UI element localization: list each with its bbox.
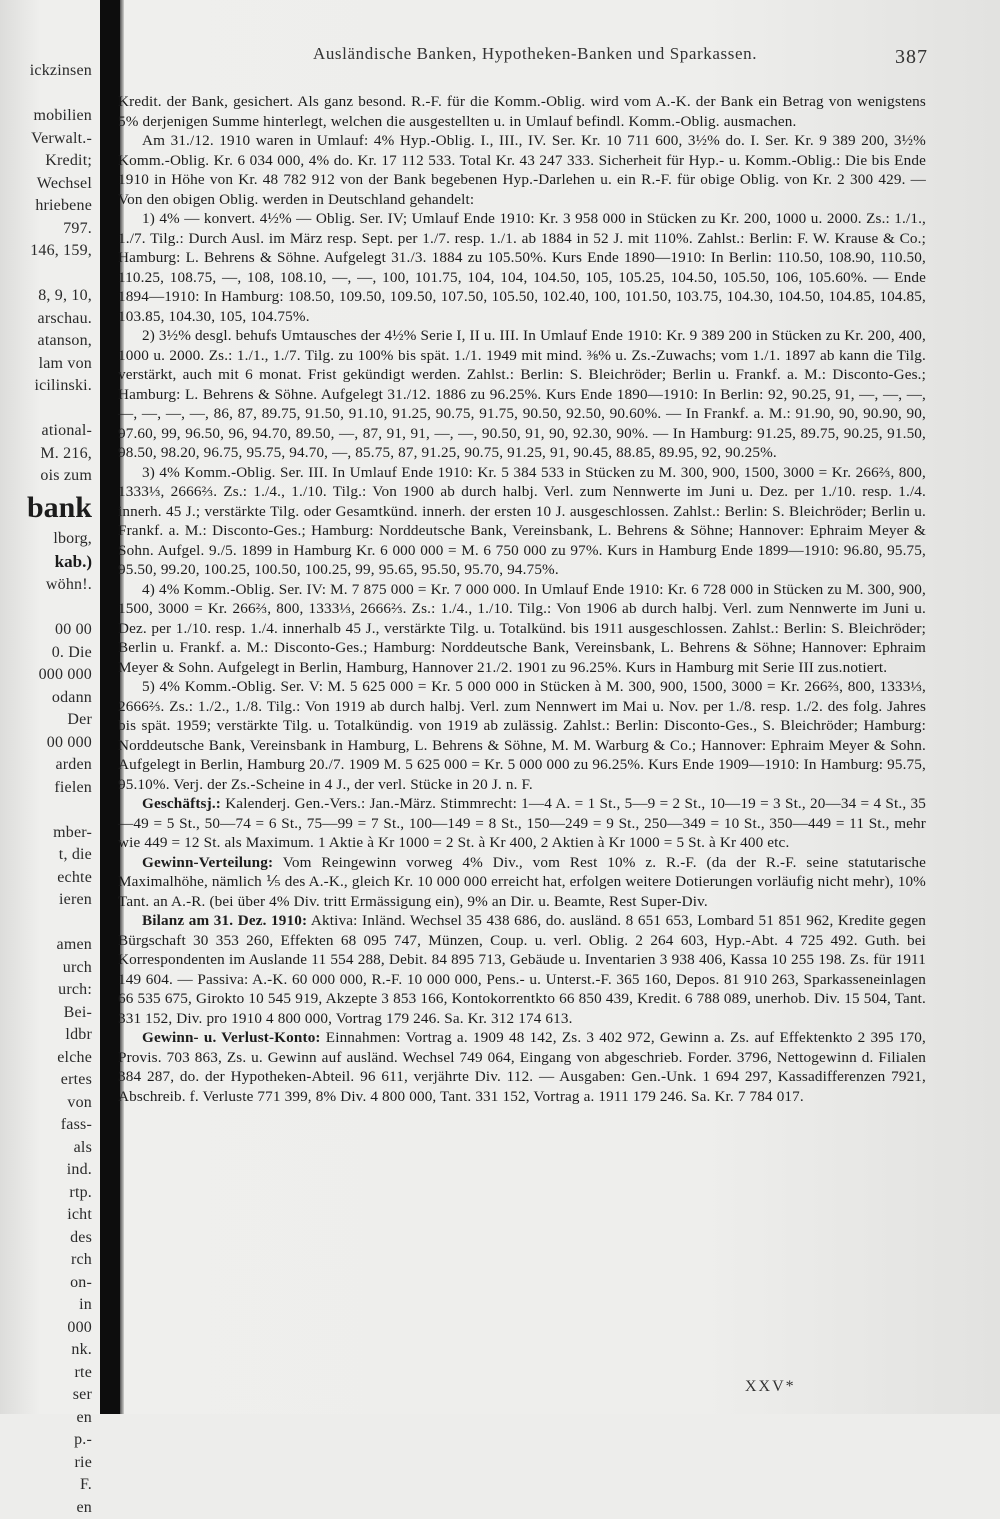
paragraph-text: 3) 4% Komm.-Oblig. Ser. III. In Umlauf Ende 1910: Kr. 5 384 533 in Stücken zu M. 300, 900, 1500, 3000 = Kr. 266⅔, 800, 1333⅓, 2666⅔. Zs.: 1./4., 1./10. Tilg.: Von 1900 ab durch halbj. Verl. zum Nennwerte im Juni u. Dez. per 1./10. resp. 1./4. innerh. 45 J.; verstärkte Tilg. oder Gesamtkünd. innerh. der ersten 10 J. ausgeschlossen. Zahlst.: Berlin: S. Bleichröder; Berlin u. Frankf. a. M.: Disconto-Ges.; Hamburg: Norddeutsche Bank, Vereinsbank, L. Behrens & Söhne; Hannover: Ephraim Meyer & Sohn. Aufgel. 9./5. 1899 in Hamburg Kr. 6 000 000 = M. 6 750 000 zu 97%. Kurs in Hamburg Ende 1899—1910: 96.80, 95.75, 95.50, 99.20, 100.25, 100.50, 100.25, 99, 95.65, 95.50, 95.70, 94.75%. [118,464,926,579]
margin-fragment-line: p.- [0,1429,92,1452]
paragraph-text: Vom Reingewinn vorweg 4% Div., vom Rest 10% z. R.-F. (da der R.-F. seine statutarische Maximalhöhe, nämlich ⅕ des A.-K., gleich Kr. 10 000 000 erreicht hat, erfolgen weitere Dotierungen vorläufig nicht mehr), 10% Tant. an A.-R. (bei über 4% Div. tritt Ermässigung ein), 9% an Dir. u. Beamte, Rest Super-Div. [118,854,926,910]
margin-fragment-line: urch: [0,979,92,1002]
margin-fragment-line: 00 00 [0,619,92,642]
margin-fragment-line: odann [0,687,92,710]
margin-fragment-line: icht [0,1204,92,1227]
margin-fragment-line: Verwalt.- [0,128,92,151]
margin-fragment-line: rte [0,1362,92,1385]
paragraph-label: Bilanz am 31. Dez. 1910: [142,912,307,929]
margin-fragment-line: von [0,1092,92,1115]
margin-fragment-line: 0. Die [0,642,92,665]
margin-fragment-line: ational- [0,420,92,443]
margin-fragment-line: rie [0,1452,92,1475]
margin-fragment-line: ldbr [0,1024,92,1047]
body-paragraph [118,1028,926,1106]
margin-fragment-line [0,799,92,822]
margin-fragment-line [0,398,92,421]
paragraph-text: Einnahmen: Vortrag a. 1909 48 142, Zs. 3 402 972, Gewinn a. Zs. auf Effektenkto 2 395 170, Provis. 703 863, Zs. u. Gewinn auf ausländ. Wechsel 749 064, Eingang von abgeschrieb. Forder. 3796, Nettogewinn d. Filialen 384 287, do. der Hypotheken-Abteil. 96 611, verjährte Div. 112. — Ausgaben: Gen.-Unk. 1 694 297, Kassadifferenzen 7921, Abschreib. f. Verluste 771 399, 8% Div. 4 800 000, Tant. 331 152, Vortrag a. 1911 179 246. Sa. Kr. 7 784 017. [118,1029,926,1105]
paragraph-text: 4) 4% Komm.-Oblig. Ser. IV: M. 7 875 000 = Kr. 7 000 000. In Umlauf Ende 1910: Kr. 6 728 000 in Stücken zu M. 300, 900, 1500, 3000 = Kr. 266⅔, 800, 1333⅓, 2666⅔. Zs.: 1./4., 1./10. Tilg.: Von 1906 ab durch halbj. Verl. zum Nennwerte im Juni u. Dez. per 1./10. resp. 1./4. innerhalb 45 J., verstärkte Tilg. u. Totalkünd. bis 1911 ausgeschlossen. Zahlst.: Berlin: S. Bleichröder; Berlin u. Frankf. a. M.: Disconto-Ges.; Hamburg: Norddeutsche Bank, Vereinsbank, L. Behrens & Söhne; Hannover: Ephraim Meyer & Sohn. Aufgelegt in Berlin, Hamburg, Hannover 21./2. 1901 zu 96.25%. Kurs in Hamburg mit Serie III zus.notiert. [118,581,926,676]
left-margin-fragment [0,60,92,1380]
margin-fragment-line: mber- [0,822,92,845]
paragraph-text: 1) 4% — konvert. 4½% — Oblig. Ser. IV; Umlauf Ende 1910: Kr. 3 958 000 in Stücken zu Kr. 200, 1000 u. 2000. Zs.: 1./1., 1./7. Tilg.: Durch Ausl. im März resp. Sept. per 1./7. resp. 1./1. ab 1884 in 52 J. mit 110%. Zahlst.: Berlin: F. W. Krause & Co.; Hamburg: L. Behrens & Söhne. Aufgelegt 31./3. 1884 zu 105.50%. Kurs Ende 1890—1910: In Berlin: 110.50, 108.90, 110.50, 110.25, 108.75, —, 108, 108.10, —, —, 100, 101.75, 104, 104, 104.50, 105, 105.25, 104.50, 105.50, 106, 105.60%. — Ende 1894—1910: In Hamburg: 108.50, 109.50, 109.50, 107.50, 105.50, 102.40, 100, 101.50, 103.75, 104.30, 104.50, 104.85, 104.85, 103.85, 104.30, 105, 104.75%. [118,210,926,325]
margin-fragment-line: Wechsel [0,173,92,196]
margin-fragment-line: als [0,1137,92,1160]
margin-fragment-line [0,912,92,935]
margin-fragment-line: nk. [0,1339,92,1362]
body-paragraph [118,463,926,580]
paragraph-text: Kalenderj. Gen.-Vers.: Jan.-März. Stimmrecht: 1—4 A. = 1 St., 5—9 = 2 St., 10—19 = 3 St., 20—34 = 4 St., 35—49 = 5 St., 50—74 = 6 St., 75—99 = 7 St., 100—149 = 8 St., 150—249 = 9 St., 250—349 = 10 St., 350—449 = 11 St., mehr wie 449 = 12 St. als Maximum. 1 Aktie à Kr 1000 = 2 St. à Kr 400, 2 Aktien à Kr 1000 = 5 St. à Kr 400 etc. [118,795,926,851]
margin-fragment-line: elche [0,1047,92,1070]
body-paragraph [118,131,926,209]
margin-fragment-line: ertes [0,1069,92,1092]
body-paragraph [118,326,926,463]
margin-fragment-line: urch [0,957,92,980]
margin-fragment-line: rtp. [0,1182,92,1205]
body-paragraph [118,92,926,131]
margin-fragment-line: lborg, [0,528,92,551]
margin-fragment-line: 797. [0,218,92,241]
margin-fragment-line: ind. [0,1159,92,1182]
margin-fragment-line: en [0,1497,92,1519]
binding-gutter [100,0,120,1414]
body-paragraph [118,853,926,912]
margin-fragment-line: amen [0,934,92,957]
margin-fragment-heading: bank [0,488,92,528]
margin-fragment-line: icilinski. [0,375,92,398]
margin-fragment-subheading: kab.) [0,550,92,574]
margin-fragment-line: 8, 9, 10, [0,285,92,308]
body-paragraph [118,580,926,678]
body-paragraph [118,209,926,326]
margin-fragment-line: F. [0,1474,92,1497]
margin-fragment-line: ieren [0,889,92,912]
paragraph-text: Kredit. der Bank, gesichert. Als ganz besond. R.-F. für die Komm.-Oblig. wird vom A.-K. der Bank ein Betrag von wenigstens 5% derjenigen Summe hinterlegt, welchen die ausgestellten u. in Umlauf befindl. Komm.-Oblig. ausmachen. [118,93,926,130]
signature-mark: XXV* [745,1378,796,1396]
margin-fragment-line: Bei- [0,1002,92,1025]
paragraph-text: 5) 4% Komm.-Oblig. Ser. V: M. 5 625 000 = Kr. 5 000 000 in Stücken à M. 300, 900, 1500, 3000 = Kr. 266⅔, 800, 1333⅓, 2666⅔. Zs.: 1./2., 1./8. Tilg.: Von 1919 ab durch halbj. Verl. zum Nennwert im Mai u. Nov. per 1./8. resp. 1./2. des folg. Jahres bis spät. 1959; verstärkte Tilg. u. Totalkündig. von 1919 ab zulässig. Zahlst.: Berlin: Disconto-Ges., S. Bleichröder; Hamburg: Norddeutsche Bank, Vereinsbank in Hamburg, L. Behrens & Söhne, M. M. Warburg & Co.; Hannover: Ephraim Meyer & Sohn. Aufgelegt in Berlin, Hamburg 20./7. 1909 M. 5 625 000 = Kr. 5 000 000 zu 96.25%. Kurs Ende 1909—1910: In Hamburg: 95.75, 95.10%. Verj. der Zs.-Scheine in 4 J., der verl. Stücke in 20 J. n. F. [118,678,926,793]
running-head: Ausländische Banken, Hypotheken-Banken und Sparkassen. [270,44,800,64]
body-paragraph [118,794,926,853]
margin-fragment-line: mobilien [0,105,92,128]
margin-fragment-line: 000 000 [0,664,92,687]
paragraph-label: Gewinn-Verteilung: [142,854,273,871]
margin-fragment-line: in [0,1294,92,1317]
margin-fragment-line [0,263,92,286]
page-number: 387 [895,46,928,69]
margin-fragment-line: Kredit; [0,150,92,173]
margin-fragment-line: lam von [0,353,92,376]
margin-fragment-line: des [0,1227,92,1250]
paragraph-text: Aktiva: Inländ. Wechsel 35 438 686, do. ausländ. 8 651 653, Lombard 51 851 962, Kredite gegen Bürgschaft 30 353 260, Effekten 68 095 747, Münzen, Coup. u. verl. Oblig. 2 264 603, Hyp.-Abt. 4 725 492. Guth. bei Korrespondenten im Auslande 11 554 288, Debit. 84 895 713, Gebäude u. Inventarien 3 938 406, Kassa 10 255 198. Zs. für 1911 149 604. — Passiva: A.-K. 60 000 000, R.-F. 10 000 000, Pens.- u. Unterst.-F. 365 160, Depos. 81 910 263, Sparkasseneinlagen 66 535 675, Girokto 10 545 919, Akzepte 3 853 166, Kontokorrentkto 66 850 439, Kredit. 6 788 089, unerhob. Div. 15 504, Tant. 331 152, Div. pro 1910 4 800 000, Vortrag 179 246. Sa. Kr. 312 174 613. [118,912,926,1027]
margin-fragment-line [0,83,92,106]
body-paragraph [118,677,926,794]
margin-fragment-line: wöhn!. [0,574,92,597]
paragraph-label: Gewinn- u. Verlust-Konto: [142,1029,321,1046]
margin-fragment-line: ickzinsen [0,60,92,83]
page-body [118,92,926,1106]
margin-fragment-line: 00 000 [0,732,92,755]
margin-fragment-line [0,597,92,620]
margin-fragment-line: arschau. [0,308,92,331]
margin-fragment-line: en [0,1407,92,1430]
margin-fragment-line: 146, 159, [0,240,92,263]
paragraph-text: Am 31./12. 1910 waren in Umlauf: 4% Hyp.-Oblig. I., III., IV. Ser. Kr. 10 711 600, 3½% do. I. Ser. Kr. 9 389 200, 3½% Komm.-Oblig. Kr. 6 034 000, 4% do. Kr. 17 112 533. Total Kr. 43 247 333. Sicherheit für Hyp.- u. Komm.-Oblig.: Die bis Ende 1910 in Höhe von Kr. 48 782 912 von der Bank begebenen Hyp.-Darlehen u. ein R.-F. für obige Oblig. von Kr. 2 300 429. — Von den obigen Oblig. werden in Deutschland gehandelt: [118,132,926,208]
margin-fragment-line: arden [0,754,92,777]
margin-fragment-line: echte [0,867,92,890]
margin-fragment-line: 000 [0,1317,92,1340]
paragraph-text: 2) 3½% desgl. behufs Umtausches der 4½% Serie I, II u. III. In Umlauf Ende 1910: Kr. 9 389 200 in Stücken zu Kr. 200, 400, 1000 u. 2000. Zs.: 1./1., 1./7. Tilg. zu 100% bis spät. 1./1. 1949 mit mind. ⅜% u. Zs.-Zuwachs; vom 1./1. 1897 ab kann die Tilg. verstärkt, auch mit 6 monat. Frist gekündigt werden. Zahlst.: Berlin: S. Bleichröder; Berlin u. Frankf. a. M.: Disconto-Ges.; Hamburg: L. Behrens & Söhne. Aufgelegt 31./12. 1886 zu 96.25%. Kurs Ende 1890—1910: In Berlin: 92, 90.25, 91, —, —, —, —, —, —, —, 86, 87, 89.75, 91.50, 91.10, 91.25, 90.75, 91.75, 90.50, 92.50, 90.60%. — In Frankf. a. M.: 91.90, 90, 90.90, 90, 97.60, 99, 96.50, 96, 94.70, 89.50, —, 87, 91, 91, —, —, 90.50, 91, 90, 92.30, 90%. — In Hamburg: 91.25, 89.75, 90.25, 91.50, 98.50, 98.20, 96.75, 95.75, 94.70, —, 85.75, 87, 91.25, 90.75, 91.25, 91, 90.45, 88.85, 89.95, 92, 90.25%. [118,327,926,461]
margin-fragment-line: ois zum [0,465,92,488]
margin-fragment-line: hriebene [0,195,92,218]
margin-fragment-line: on- [0,1272,92,1295]
margin-fragment-line: rch [0,1249,92,1272]
margin-fragment-line: fielen [0,777,92,800]
margin-fragment-line: Der [0,709,92,732]
margin-fragment-line: atanson, [0,330,92,353]
body-paragraph [118,911,926,1028]
margin-fragment-line: ser [0,1384,92,1407]
margin-fragment-line: t, die [0,844,92,867]
margin-fragment-line: M. 216, [0,443,92,466]
margin-fragment-line: fass- [0,1114,92,1137]
paragraph-label: Geschäftsj.: [142,795,221,812]
